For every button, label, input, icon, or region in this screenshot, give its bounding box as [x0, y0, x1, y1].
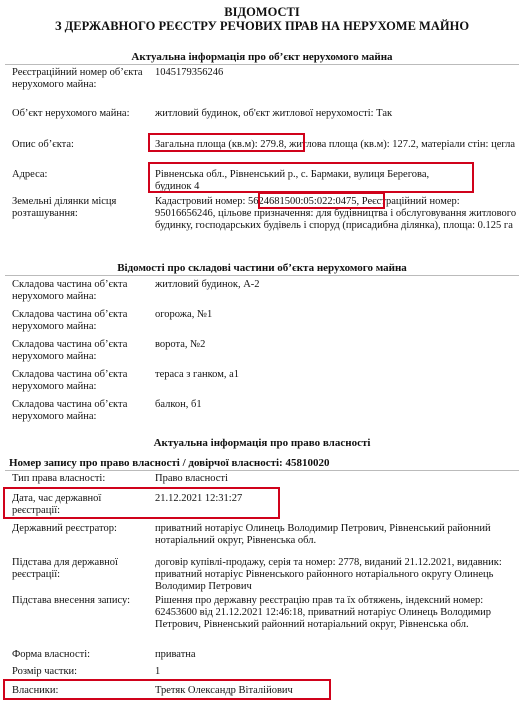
field-value-entry-basis: Рішення про державну реєстрацію прав та їх обтяжень, індексний номер: 62453600 від 21.12.2021 12:46:18, приватний нотаріус Олинець Володимир Петрович, Рівненський районний нотаріальний округ, Рівненська обл. — [155, 595, 492, 630]
divider — [5, 470, 519, 471]
field-value-description: Загальна площа (кв.м): 279.8, житлова площа (кв.м): 127.2, матеріали стін: цегла — [155, 139, 516, 150]
component-label: Складова частина об’єкта нерухомого майна: — [12, 369, 128, 392]
document-subtitle: З ДЕРЖАВНОГО РЕЄСТРУ РЕЧОВИХ ПРАВ НА НЕРУХОМЕ МАЙНО — [54, 19, 470, 33]
field-label-land-plots: Земельні ділянки місця розташування: — [12, 196, 117, 219]
component-label: Складова частина об’єкта нерухомого майна: — [12, 339, 128, 362]
field-label-registrar: Державний реєстратор: — [12, 523, 117, 534]
field-label-registration-number: Реєстраційний номер об’єкта нерухомого майна: — [12, 67, 143, 90]
component-value: тераса з ганком, а1 — [155, 369, 240, 380]
field-label-description: Опис об’єкта: — [12, 139, 74, 150]
field-label-share-size: Розмір частки: — [12, 666, 78, 677]
field-value-registrar: приватний нотаріус Олинець Володимир Петрович, Рівненський районний нотаріальний округ, Рівненська обл. — [155, 523, 491, 546]
field-value-ownership-type: Право власності — [155, 473, 228, 484]
field-label-address: Адреса: — [12, 169, 48, 180]
component-label: Складова частина об’єкта нерухомого майна: — [12, 399, 128, 422]
field-label-owners: Власники: — [12, 685, 59, 696]
field-value-object: житловий будинок, об'єкт житлової нерухомості: Так — [155, 108, 393, 119]
component-value: житловий будинок, А-2 — [155, 279, 260, 290]
field-label-object: Об’єкт нерухомого майна: — [12, 108, 130, 119]
ownership-record-title: Номер запису про право власності / довірчої власності: 45810020 — [9, 457, 330, 469]
field-label-ownership-form: Форма власності: — [12, 649, 91, 660]
component-label: Складова частина об’єкта нерухомого майна: — [12, 309, 128, 332]
components-heading: Відомості про складові частини об’єкта нерухомого майна — [117, 262, 407, 274]
field-value-registration-number: 1045179356246 — [155, 67, 224, 78]
highlight-cadastral-number — [258, 192, 385, 209]
component-value: ворота, №2 — [155, 339, 206, 350]
highlight-owners — [3, 679, 331, 700]
field-value-registration-basis: договір купівлі-продажу, серія та номер: 2778, виданий 21.12.2021, видавник: приватний нотаріус Рівненського районного нотаріального округу Олинець Володимир Петрович — [155, 557, 502, 592]
field-value-ownership-form: приватна — [155, 649, 196, 660]
field-label-registration-date: Дата, час державної реєстрації: — [12, 493, 102, 516]
document-title: ВІДОМОСТІ — [224, 5, 300, 19]
highlight-address — [148, 162, 474, 193]
divider — [5, 275, 519, 276]
field-label-entry-basis: Підстава внесення запису: — [12, 595, 131, 606]
field-value-address: Рівненська обл., Рівненський р., с. Бармаки, вулиця Берегова, будинок 4 — [155, 169, 430, 192]
field-value-registration-date: 21.12.2021 12:31:27 — [155, 493, 243, 504]
object-info-heading: Актуальна інформація про об’єкт нерухомого майна — [131, 51, 393, 63]
field-value-share-size: 1 — [155, 666, 161, 677]
highlight-total-area — [148, 133, 305, 152]
ownership-heading: Актуальна інформація про право власності — [153, 437, 371, 449]
component-value: огорожа, №1 — [155, 309, 213, 320]
divider — [5, 64, 519, 65]
field-label-ownership-type: Тип права власності: — [12, 473, 106, 484]
highlight-registration-date — [3, 487, 280, 519]
field-value-land-plots: Кадастровий номер: 5624681500:05:022:0475, Реєстраційний номер: 95016656246, цільове призначення: для будівництва і обслуговування житлового будинку, господарських будівель і споруд (присадибна ділянка), площа: 0.125 га — [155, 196, 517, 231]
component-label: Складова частина об’єкта нерухомого майна: — [12, 279, 128, 302]
field-value-owners: Третяк Олександр Віталійович — [155, 685, 293, 696]
field-label-registration-basis: Підстава для державної реєстрації: — [12, 557, 118, 580]
component-value: балкон, б1 — [155, 399, 202, 410]
